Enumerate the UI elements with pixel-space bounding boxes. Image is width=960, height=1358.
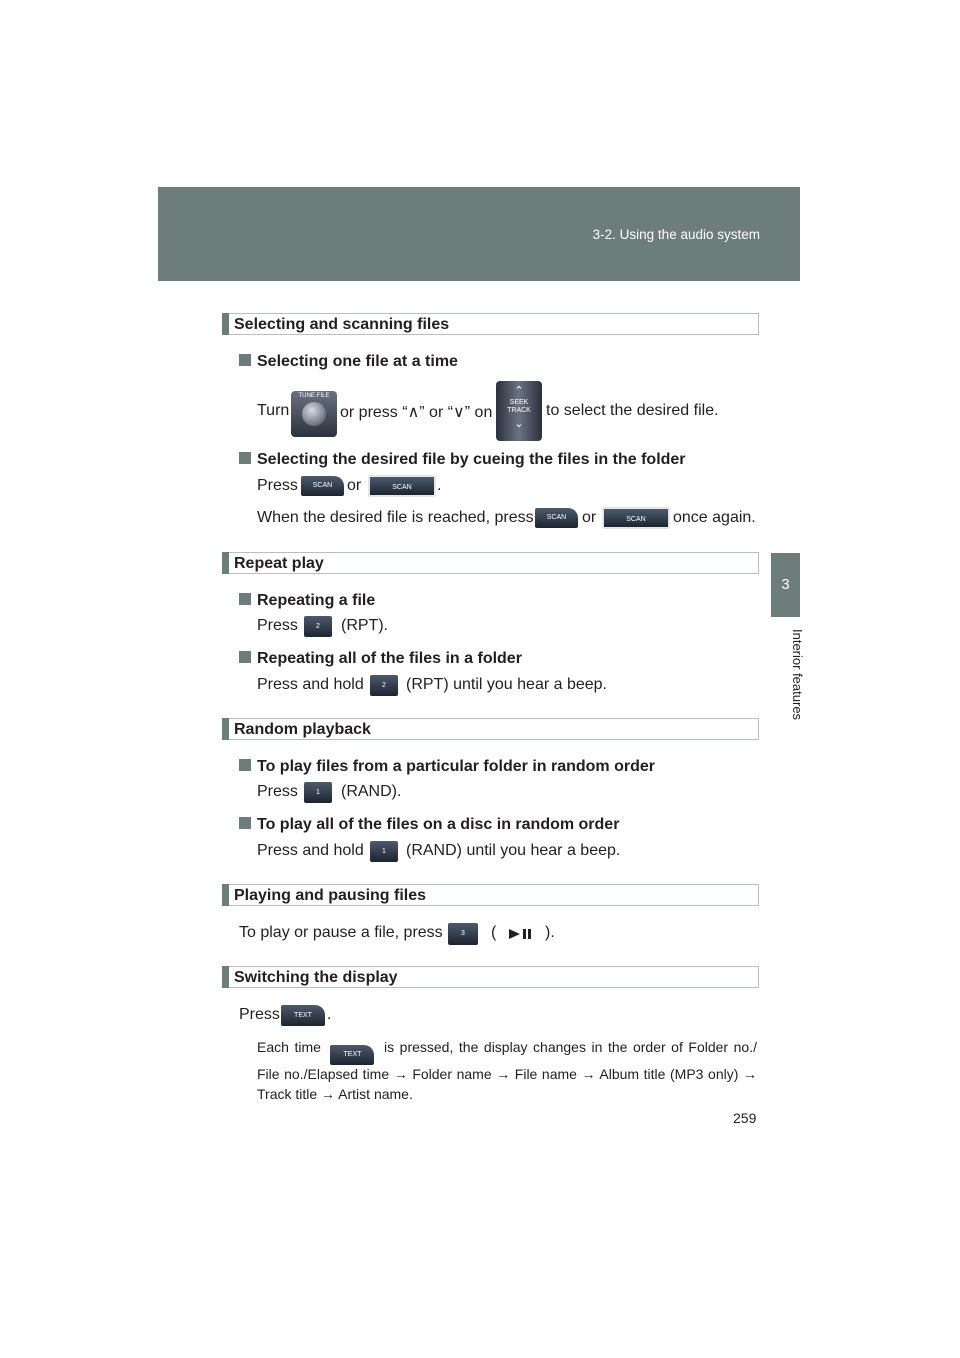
note-start: Each time (257, 1039, 321, 1055)
scan-button-small-icon (301, 476, 344, 496)
tune-file-label: TUNE·FILE (298, 393, 330, 399)
bullet-square-icon (239, 759, 251, 771)
text-close-paren (545, 924, 555, 942)
chapter-number-tab: 3 (771, 553, 800, 617)
note-rest: is pressed, the display changes in the order of Folder no./ File no./Elapsed time → Folder name → File name → Album title (MP3 only) → Track title → Artist name. (257, 1039, 757, 1102)
preset-2-label: 2 (316, 623, 320, 630)
section-title: Playing and pausing files (234, 887, 427, 904)
subheading-text: To play all of the files on a disc in random order (257, 816, 620, 833)
knob-dial-icon (302, 402, 326, 426)
subheading-text: Repeating all of the files in a folder (257, 650, 522, 667)
instruction-press-hold-rand (257, 842, 364, 860)
instruction-play-pause (239, 924, 443, 942)
text-or: or (582, 509, 597, 526)
section-title: Selecting and scanning files (234, 316, 450, 333)
preset-2-button-icon-2 (370, 675, 398, 696)
text-or-press: or press “∧” or “∨” on (340, 404, 493, 421)
text-turn: Turn (257, 402, 290, 419)
bullet-square-icon (239, 452, 251, 464)
instruction-press-rand (257, 783, 298, 801)
section-heading-random-playback (222, 718, 759, 740)
text-period-1 (437, 477, 441, 495)
instruction-press-text (239, 1006, 280, 1024)
bullet-square-icon (239, 593, 251, 605)
section-title: Random playback (234, 721, 371, 738)
chapter-side-label (771, 617, 805, 1117)
text-press-hold: Press and hold (257, 676, 364, 693)
bullet-square-icon (239, 817, 251, 829)
text-press: Press (257, 617, 298, 634)
text-rpt-span: (RPT). (341, 617, 389, 634)
scan-label: SCAN (626, 516, 646, 523)
chapter-title: 3-2. Using the audio system (592, 227, 760, 242)
text-button-icon (281, 1005, 325, 1026)
page-number: 259 (733, 1110, 757, 1126)
text-or-2 (582, 509, 596, 527)
text-select-file: to select the desired file. (546, 402, 719, 419)
text-once-again (673, 509, 756, 527)
seek-track-button-icon (496, 381, 542, 441)
text-button-icon-inline (330, 1045, 374, 1065)
instruction-press-rpt (257, 617, 298, 635)
text-rand-hold-span: (RAND) until you hear a beep. (406, 842, 621, 859)
play-pause-icon (503, 925, 543, 943)
section-heading-play-pause (222, 884, 759, 906)
preset-1-button-icon-2 (370, 841, 398, 862)
instruction-when-reached (257, 509, 534, 527)
section-title: Switching the display (234, 969, 398, 986)
section-heading-selecting-scanning (222, 313, 759, 335)
subheading-random-disc (239, 816, 619, 834)
text-once-again-span: once again. (673, 509, 756, 526)
preset-1-label: 1 (316, 789, 320, 796)
text-rpt (341, 617, 388, 635)
preset-1-button-icon (304, 782, 332, 803)
text-period: . (437, 477, 442, 494)
section-heading-switching-display (222, 966, 759, 988)
instruction-select-file (546, 402, 719, 420)
scan-button-large-icon-2 (602, 507, 670, 529)
chapter-side-label-text: Interior features (790, 629, 805, 721)
text-or-1 (347, 477, 361, 495)
text-when-reached: When the desired file is reached, press (257, 509, 534, 526)
text-rand-hold (406, 842, 620, 860)
preset-3-label: 3 (461, 930, 465, 937)
subheading-text: Selecting one file at a time (257, 353, 458, 370)
section-heading-repeat-play (222, 552, 759, 574)
section-title: Repeat play (234, 555, 324, 572)
instruction-or-press (340, 402, 492, 422)
subheading-repeating-all (239, 650, 522, 668)
text-period-2 (327, 1006, 331, 1024)
chevron-up-icon: ⌃ (514, 385, 524, 397)
text-rpt-hold (406, 676, 607, 694)
subheading-random-folder (239, 758, 655, 776)
display-order-note (257, 1038, 757, 1104)
preset-3-button-icon (448, 923, 478, 945)
seek-track-label: SEEK TRACK (507, 399, 531, 414)
text-close: ). (545, 924, 555, 941)
text-rand-span: (RAND). (341, 783, 402, 800)
subheading-text: To play files from a particular folder in random order (257, 758, 655, 775)
text-press-hold: Press and hold (257, 842, 364, 859)
text-rand (341, 783, 401, 801)
scan-label: SCAN (546, 514, 567, 521)
subheading-text: Selecting the desired file by cueing the files in the folder (257, 451, 686, 468)
instruction-turn-knob (257, 402, 289, 420)
scan-button-small-icon-2 (535, 508, 578, 528)
preset-2-button-icon (304, 616, 332, 637)
preset-1-label: 1 (382, 848, 386, 855)
preset-2-label: 2 (382, 682, 386, 689)
scan-button-large-icon (368, 475, 436, 497)
scan-label: SCAN (312, 482, 333, 489)
text-open: ( (491, 924, 497, 941)
subheading-select-one-file (239, 353, 458, 371)
text-open-paren (491, 924, 496, 942)
text-button-label: TEXT (294, 1012, 312, 1019)
text-rpt-hold-span: (RPT) until you hear a beep. (406, 676, 607, 693)
scan-label: SCAN (392, 484, 412, 491)
bullet-square-icon (239, 651, 251, 663)
subheading-cueing-files (239, 451, 686, 469)
chevron-down-icon: ⌄ (514, 418, 524, 430)
subheading-text: Repeating a file (257, 592, 376, 609)
subheading-repeating-file (239, 592, 375, 610)
bullet-square-icon (239, 354, 251, 366)
text-press: Press (257, 477, 298, 494)
text-or: or (347, 477, 362, 494)
instruction-press-hold-rpt (257, 676, 364, 694)
text-button-label: TEXT (343, 1051, 362, 1058)
tune-file-knob-icon (291, 391, 337, 437)
text-play-pause: To play or pause a file, press (239, 924, 443, 941)
instruction-press-scan (257, 477, 298, 495)
text-press: Press (239, 1006, 280, 1023)
text-press: Press (257, 783, 298, 800)
chapter-header (158, 187, 800, 281)
text-period: . (327, 1006, 332, 1023)
